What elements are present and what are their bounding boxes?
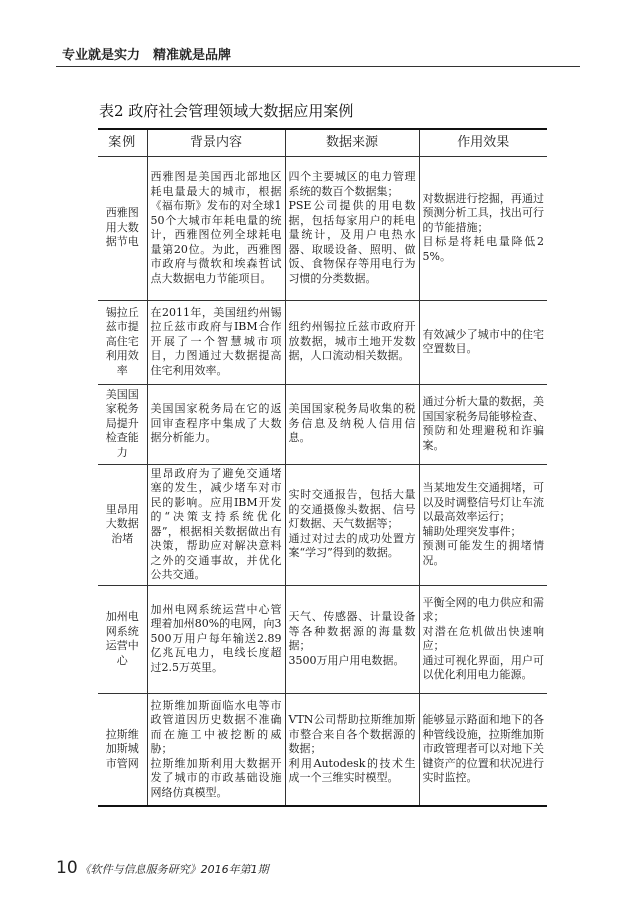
- effect-cell: [419, 464, 547, 585]
- effect-cell: [419, 300, 547, 384]
- background-content-line: 里昂政府为了避免交通堵塞的发生，减少堵车对市民的影响。应用IBM开发的“决策支持系统优化器”，根据相关数据做出有决策，帮助应对解决意料之外的交通事故，并优化公共交通。: [150, 466, 282, 581]
- background-content-cell: [147, 384, 285, 464]
- case-name-cell: [98, 693, 147, 805]
- table-row: [98, 693, 547, 805]
- table-row: [98, 156, 547, 300]
- effect-line: 当某地发生交通拥堵，可以及时调整信号灯让车流以最高效率运行；: [422, 481, 544, 523]
- background-content-cell: [147, 464, 285, 585]
- case-name-line: 大数据: [105, 517, 139, 531]
- case-name-line: 用大数: [105, 220, 139, 234]
- effect-line: 辅助处理突发事件；: [422, 524, 522, 538]
- effect-cell: [419, 693, 547, 805]
- data-source-line: 美国国家税务局收集的税务信息及纳税人信用信息。: [288, 402, 416, 445]
- case-name-cell: [98, 585, 147, 693]
- case-name-line: 西雅图: [105, 206, 139, 220]
- column-header-source: 数据来源: [285, 130, 419, 156]
- data-source-cell: [285, 156, 419, 300]
- page-footer: [56, 858, 269, 878]
- case-name-cell: [98, 384, 147, 464]
- case-name-line: 锡拉丘: [105, 305, 139, 319]
- background-content-line: 在2011年，美国纽约州锡拉丘兹市政府与IBM合作开展了一个智慧城市项目，力图通过大数据提高住宅利用效率。: [150, 305, 282, 377]
- background-content-line: 西雅图是美国西北部地区耗电量最大的城市，根据《福布斯》发布的对全球150个大城市年耗电量的统计，西雅图位列全球耗电量第20位。为此，西雅图市政府与微软和埃森哲试点大数据电力节能项目。: [150, 170, 282, 285]
- data-source-line: 天气、传感器、计量设备等各种数据源的海量数据；: [288, 610, 416, 652]
- case-name-line: 力: [116, 445, 128, 459]
- journal-issue: 《软件与信息服务研究》2016年第1期: [79, 863, 269, 876]
- table-header-row: [98, 130, 547, 156]
- data-source-line: 四个主要城区的电力管理系统的数百个数据集；: [288, 170, 416, 198]
- case-table: [98, 130, 547, 805]
- case-name-line: 拉斯维: [105, 727, 139, 741]
- effect-line: 通过可视化界面，用户可以优化利用电力能源。: [422, 653, 544, 681]
- column-header-case: 案例: [98, 130, 147, 156]
- data-source-cell: [285, 464, 419, 585]
- data-source-line: 纽约州锡拉丘兹市政府开放数据，城市土地开发数据，人口流动相关数据。: [288, 320, 416, 363]
- case-name-line: 率: [116, 363, 128, 377]
- effect-line: 对潜在危机做出快速响应；: [422, 624, 544, 652]
- case-name-line: 家税务: [105, 402, 139, 416]
- background-content-cell: [147, 156, 285, 300]
- table-row: [98, 384, 547, 464]
- effect-cell: [419, 156, 547, 300]
- case-name-cell: [98, 156, 147, 300]
- effect-line: 能够显示路面和地下的各种管线设施，拉斯维加斯市政管理者可以对地下关键资产的位置和状况进行实时监控。: [422, 713, 544, 784]
- effect-line: 通过分析大量的数据，美国国家税务局能够检查、预防和处理避税和诈骗案。: [422, 395, 544, 452]
- data-source-line: VTN公司帮助拉斯维加斯市整合来自各个数据源的数据；: [288, 713, 416, 755]
- background-content-line: 拉斯维加斯面临水电等市政管道因历史数据不准确而在施工中被挖断的威胁；: [150, 698, 282, 755]
- table-row: [98, 300, 547, 384]
- case-name-line: 兹市提: [105, 320, 139, 334]
- case-name-line: 加斯城: [105, 742, 139, 755]
- effect-line: 平衡全网的电力供应和需求；: [422, 595, 544, 623]
- case-name-line: 局提升: [105, 416, 139, 430]
- background-content-cell: [147, 585, 285, 693]
- page-number: 10: [56, 858, 78, 878]
- header-slogan: 专业就是实力 精准就是品牌: [62, 48, 232, 63]
- case-table-container: [98, 128, 547, 807]
- case-name-cell: [98, 464, 147, 585]
- case-name-line: 据节电: [105, 235, 139, 249]
- background-content-line: 拉斯维加斯利用大数据开发了城市的市政基础设施网络仿真模型。: [150, 756, 282, 799]
- background-content-line: 加州电网系统运营中心管理着加州80%的电网，向3500万用户每年输送2.89亿兆瓦电力，电线长度超过2.5万英里。: [150, 602, 282, 674]
- case-name-cell: [98, 300, 147, 384]
- header-divider: [56, 66, 580, 67]
- case-name-line: 运营中: [105, 639, 139, 652]
- column-header-effect: 作用效果: [419, 130, 547, 156]
- effect-cell: [419, 585, 547, 693]
- effect-line: 有效减少了城市中的住宅空置数目。: [422, 327, 544, 355]
- background-content-line: 美国国家税务局在它的返回审查程序中集成了大数据分析能力。: [150, 402, 282, 445]
- data-source-line: 利用Autodesk的技术生成一个三维实时模型。: [288, 756, 416, 784]
- case-name-line: 利用效: [105, 349, 139, 363]
- table-row: [98, 464, 547, 585]
- data-source-line: 通过对过去的成功处置方案“学习”得到的数据。: [288, 531, 416, 560]
- data-source-cell: [285, 585, 419, 693]
- case-name-line: 网系统: [105, 624, 139, 638]
- background-content-cell: [147, 693, 285, 805]
- case-name-line: 治堵: [111, 531, 134, 545]
- effect-cell: [419, 384, 547, 464]
- effect-line: 对数据进行挖掘，再通过预测分析工具，找出可行的节能措施；: [422, 191, 544, 234]
- data-source-line: PSE公司提供的用电数据，包括每家用户的耗电量统计，及用户电热水器、取暖设备、照明、做饭、食物保存等用电行为习惯的分类数据。: [288, 199, 416, 285]
- case-name-line: 市管网: [105, 756, 139, 770]
- data-source-line: 实时交通报告，包括大量的交通摄像头数据、信号灯数据、天气数据等；: [288, 488, 416, 531]
- case-name-line: 里昂用: [105, 502, 139, 516]
- effect-line: 预测可能发生的拥堵情况。: [422, 539, 544, 567]
- data-source-line: 3500万用户用电数据。: [288, 653, 405, 667]
- data-source-cell: [285, 300, 419, 384]
- case-name-line: 心: [116, 653, 128, 667]
- data-source-cell: [285, 693, 419, 805]
- case-name-line: 加州电: [105, 610, 139, 623]
- case-name-line: 美国国: [105, 387, 139, 401]
- column-header-background: 背景内容: [147, 130, 285, 156]
- data-source-cell: [285, 384, 419, 464]
- table-title: 表2 政府社会管理领域大数据应用案例: [99, 102, 354, 120]
- table-body: [98, 156, 547, 805]
- background-content-cell: [147, 300, 285, 384]
- case-name-line: 检查能: [105, 431, 139, 445]
- case-name-line: 高住宅: [105, 334, 139, 348]
- table-row: [98, 585, 547, 693]
- effect-line: 目标是将耗电量降低25%。: [422, 235, 544, 263]
